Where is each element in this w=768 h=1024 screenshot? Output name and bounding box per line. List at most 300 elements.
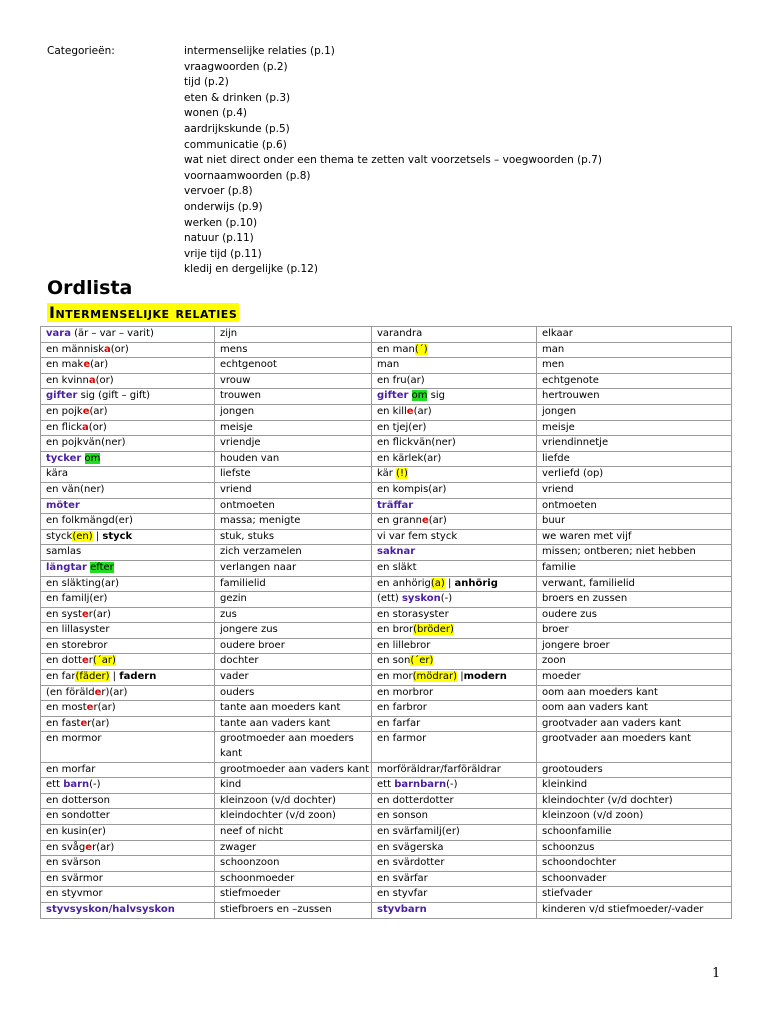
table-row [41, 373, 732, 389]
term-segment: träffar [377, 499, 414, 511]
table-row [41, 498, 732, 514]
term-segment: barn [63, 779, 90, 791]
dutch-translation: vriendje [215, 436, 372, 452]
swedish-term [372, 514, 537, 530]
term-segment: e [83, 359, 91, 371]
swedish-term [41, 327, 215, 343]
swedish-term [372, 809, 537, 825]
table-row [41, 514, 732, 530]
term-segment: samlas [46, 546, 82, 558]
table-row [41, 467, 732, 483]
term-segment: efter [90, 561, 114, 573]
term-segment: möter [46, 499, 80, 511]
swedish-term [372, 389, 537, 405]
category-item: vrije tijd (p.11) [184, 247, 262, 260]
term-segment: r(ar) [87, 717, 110, 729]
swedish-term [41, 560, 215, 576]
term-segment: en svärmor [46, 872, 103, 884]
term-segment: en mormor [46, 733, 102, 745]
term-segment: ett [46, 779, 64, 791]
swedish-term [372, 482, 537, 498]
swedish-term [372, 902, 537, 918]
term-segment: e [81, 655, 89, 667]
term-segment: e [94, 686, 102, 698]
dutch-translation: meisje [215, 420, 372, 436]
term-segment: vi var fem styck [377, 530, 458, 542]
term-segment: syskon [401, 593, 441, 605]
dutch-translation: vrouw [215, 373, 372, 389]
dutch-translation: oom aan vaders kant [537, 701, 732, 717]
term-segment: en kompis(ar) [377, 483, 447, 495]
category-item: kledij en dergelijke (p.12) [184, 263, 318, 276]
swedish-term [372, 404, 537, 420]
swedish-term [372, 887, 537, 903]
swedish-term [372, 592, 537, 608]
dutch-translation: tante aan vaders kant [215, 716, 372, 732]
term-segment: en människ [46, 343, 104, 355]
term-segment: (-) [440, 593, 453, 605]
swedish-term [41, 809, 215, 825]
table-row [41, 623, 732, 639]
swedish-term [41, 778, 215, 794]
term-segment: gifter [46, 390, 78, 402]
swedish-term [41, 840, 215, 856]
term-segment: en lillebror [377, 639, 431, 651]
term-segment: en sonson [377, 810, 429, 822]
swedish-term [41, 654, 215, 670]
dutch-translation: schoonmoeder [215, 871, 372, 887]
dutch-translation: meisje [537, 420, 732, 436]
swedish-term [372, 436, 537, 452]
term-segment: (or) [110, 343, 129, 355]
term-segment: en grann [377, 515, 422, 527]
swedish-term [41, 732, 215, 762]
term-segment: en svärdotter [377, 857, 445, 869]
category-item: aardrijkskunde (p.5) [184, 122, 290, 135]
term-segment: en mak [46, 359, 84, 371]
term-segment: en sondotter [46, 810, 110, 822]
swedish-term [41, 592, 215, 608]
swedish-term [41, 436, 215, 452]
swedish-term [41, 420, 215, 436]
term-segment: en vän(ner) [46, 483, 105, 495]
dutch-translation: trouwen [215, 389, 372, 405]
swedish-term [372, 825, 537, 841]
term-segment: barnbarn [394, 779, 447, 791]
page-number: 1 [712, 966, 721, 981]
section-heading: Intermenselijke relaties [49, 303, 238, 322]
table-row [41, 670, 732, 686]
term-segment: e [81, 608, 89, 620]
swedish-term [41, 887, 215, 903]
dutch-translation: zich verzamelen [215, 545, 372, 561]
table-row [41, 685, 732, 701]
table-row [41, 902, 732, 918]
table-row [41, 856, 732, 872]
table-row [41, 732, 732, 762]
swedish-term [372, 560, 537, 576]
dutch-translation: zus [215, 607, 372, 623]
dutch-translation: zoon [537, 654, 732, 670]
swedish-term [41, 716, 215, 732]
term-segment: r(ar) [93, 702, 116, 714]
term-segment: en dotterdotter [377, 794, 454, 806]
term-segment: tycker [46, 452, 82, 464]
swedish-term [41, 825, 215, 841]
term-segment: en man [377, 343, 415, 355]
swedish-term [41, 701, 215, 717]
dutch-translation: dochter [215, 654, 372, 670]
term-segment: r [88, 655, 93, 667]
term-segment: styvsyskon/halvsyskon [46, 903, 175, 915]
dutch-translation: familie [537, 560, 732, 576]
dutch-translation: stuk, stuks [215, 529, 372, 545]
term-segment: en familj(er) [46, 593, 108, 605]
dutch-translation: kleindochter (v/d dochter) [537, 793, 732, 809]
dutch-translation: liefste [215, 467, 372, 483]
term-segment: en pojkvän(ner) [46, 437, 126, 449]
dutch-translation: vader [215, 670, 372, 686]
dutch-translation: kleinzoon (v/d zoon) [537, 809, 732, 825]
table-row [41, 871, 732, 887]
term-segment: en fast [46, 717, 81, 729]
swedish-term [41, 514, 215, 530]
dutch-translation: familielid [215, 576, 372, 592]
dutch-translation: missen; ontberen; niet hebben [537, 545, 732, 561]
term-segment: (fäder) [75, 671, 110, 683]
category-item: wonen (p.4) [184, 107, 247, 120]
dutch-translation: oudere broer [215, 638, 372, 654]
swedish-term [372, 545, 537, 561]
term-segment: en farmor [377, 733, 427, 745]
term-segment: r)(ar) [101, 686, 128, 698]
swedish-term [41, 467, 215, 483]
term-segment: en svärson [46, 857, 101, 869]
table-row [41, 592, 732, 608]
category-item: onderwijs (p.9) [184, 200, 263, 213]
term-segment: styvbarn [377, 903, 427, 915]
dutch-translation: schoondochter [537, 856, 732, 872]
vocabulary-table [40, 326, 732, 919]
swedish-term [41, 451, 215, 467]
term-segment: vara [46, 328, 71, 339]
term-segment: om [411, 390, 428, 402]
term-segment: gifter [377, 390, 409, 402]
swedish-term [372, 451, 537, 467]
term-segment: a [82, 421, 89, 433]
table-row [41, 560, 732, 576]
swedish-term [41, 856, 215, 872]
dutch-translation: man [537, 342, 732, 358]
dutch-translation: zwager [215, 840, 372, 856]
dutch-translation: grootmoeder aan moeders kant [215, 732, 372, 762]
dutch-translation: vriendinnetje [537, 436, 732, 452]
term-segment: r(ar) [92, 841, 115, 853]
term-segment: e [82, 405, 90, 417]
swedish-term [372, 576, 537, 592]
term-segment: (´ar) [92, 655, 116, 667]
term-segment: en morbror [377, 686, 434, 698]
term-segment: a [104, 343, 111, 355]
term-segment: en lillasyster [46, 624, 110, 636]
term-segment: (mödrar) [412, 671, 458, 683]
swedish-term [372, 840, 537, 856]
term-segment: en svärfamilj(er) [377, 826, 460, 837]
term-segment: en folkmängd(er) [46, 515, 133, 527]
swedish-term [372, 670, 537, 686]
dutch-translation: zijn [215, 327, 372, 343]
category-item: voornaamwoorden (p.8) [184, 169, 311, 182]
table-row [41, 451, 732, 467]
term-segment: (ar) [90, 359, 109, 371]
term-segment: längtar [46, 561, 87, 573]
swedish-term [372, 467, 537, 483]
page-title: Ordlista [47, 277, 133, 299]
swedish-term [372, 607, 537, 623]
term-segment: en son [377, 655, 411, 667]
dutch-translation: grootouders [537, 762, 732, 778]
term-segment: en svärfar [377, 872, 428, 884]
dutch-translation: stiefbroers en –zussen [215, 902, 372, 918]
term-segment: en dotterson [46, 794, 110, 806]
swedish-term [372, 778, 537, 794]
term-segment: en syst [46, 608, 82, 620]
swedish-term [41, 576, 215, 592]
swedish-term [372, 529, 537, 545]
swedish-term [372, 762, 537, 778]
term-segment: en kärlek(ar) [377, 452, 442, 464]
dutch-translation: kleinkind [537, 778, 732, 794]
dutch-translation: ouders [215, 685, 372, 701]
swedish-term [372, 420, 537, 436]
dutch-translation: echtgenoot [215, 358, 372, 374]
swedish-term [372, 498, 537, 514]
dutch-translation: jongen [215, 404, 372, 420]
dutch-translation: buur [537, 514, 732, 530]
term-segment: kära [46, 468, 68, 480]
dutch-translation: verwant, familielid [537, 576, 732, 592]
dutch-translation: broers en zussen [537, 592, 732, 608]
term-segment: kär [377, 468, 397, 480]
dutch-translation: neef of nicht [215, 825, 372, 841]
term-segment: (är – var – varit) [70, 328, 154, 339]
categories-label: Categorieën: [47, 45, 115, 57]
dutch-translation: oom aan moeders kant [537, 685, 732, 701]
dutch-translation: kind [215, 778, 372, 794]
term-segment: en bror [377, 624, 414, 636]
table-row [41, 358, 732, 374]
dutch-translation: ontmoeten [215, 498, 372, 514]
table-row [41, 342, 732, 358]
term-segment: (´) [414, 343, 428, 355]
dutch-translation: tante aan moeders kant [215, 701, 372, 717]
term-segment: ett [377, 779, 395, 791]
table-row [41, 778, 732, 794]
swedish-term [372, 701, 537, 717]
swedish-term [372, 856, 537, 872]
swedish-term [41, 358, 215, 374]
category-item: vervoer (p.8) [184, 185, 253, 198]
swedish-term [41, 762, 215, 778]
term-segment: styck [102, 530, 133, 542]
dutch-translation: schoonfamilie [537, 825, 732, 841]
swedish-term [41, 902, 215, 918]
term-segment: a [88, 374, 96, 386]
term-segment: (bröder) [413, 624, 454, 636]
term-segment: en kusin(er) [46, 826, 106, 837]
dutch-translation: vriend [537, 482, 732, 498]
dutch-translation: broer [537, 623, 732, 639]
term-segment: e [421, 515, 429, 527]
term-segment: (ett) [377, 593, 402, 605]
term-segment: en kill [377, 405, 407, 417]
swedish-term [41, 373, 215, 389]
table-row [41, 389, 732, 405]
term-segment: | [92, 530, 103, 542]
swedish-term [41, 498, 215, 514]
dutch-translation: liefde [537, 451, 732, 467]
term-segment: en svägerska [377, 841, 444, 853]
dutch-translation: vriend [215, 482, 372, 498]
dutch-translation: grootvader aan moeders kant [537, 732, 732, 762]
table-row [41, 762, 732, 778]
category-item: natuur (p.11) [184, 232, 254, 245]
swedish-term [372, 732, 537, 762]
swedish-term [41, 670, 215, 686]
term-segment: en farfar [377, 717, 421, 729]
table-row [41, 482, 732, 498]
table-row [41, 887, 732, 903]
term-segment: en fru(ar) [377, 374, 425, 386]
term-segment: en släkt [377, 561, 417, 573]
swedish-term [372, 871, 537, 887]
term-segment: en anhörig [377, 577, 431, 589]
term-segment: (ar) [428, 515, 447, 527]
table-row [41, 607, 732, 623]
term-segment: (en) [72, 530, 93, 542]
term-segment: (en föräld [46, 686, 95, 698]
dutch-translation: kleinzoon (v/d dochter) [215, 793, 372, 809]
term-segment: en släkting(ar) [46, 577, 120, 589]
swedish-term [372, 358, 537, 374]
term-segment: | [457, 671, 464, 683]
swedish-term [41, 342, 215, 358]
table-row [41, 420, 732, 436]
term-segment: en tjej(er) [377, 421, 427, 433]
table-row [41, 809, 732, 825]
term-segment: en mor [377, 671, 413, 683]
swedish-term [41, 871, 215, 887]
term-segment: (or) [88, 421, 107, 433]
swedish-term [372, 342, 537, 358]
term-segment: (ar) [89, 405, 108, 417]
term-segment: en far [46, 671, 76, 683]
table-row [41, 716, 732, 732]
table-row [41, 654, 732, 670]
swedish-term [372, 623, 537, 639]
dutch-translation: grootmoeder aan vaders kant [215, 762, 372, 778]
dutch-translation: elkaar [537, 327, 732, 343]
categories-list [184, 44, 704, 278]
term-segment: en flick [46, 421, 83, 433]
category-item: eten & drinken (p.3) [184, 91, 291, 104]
dutch-translation: oudere zus [537, 607, 732, 623]
swedish-term [41, 404, 215, 420]
dutch-translation: jongere zus [215, 623, 372, 639]
swedish-term [41, 389, 215, 405]
table-row [41, 529, 732, 545]
dutch-translation: massa; menigte [215, 514, 372, 530]
term-segment: r(ar) [88, 608, 111, 620]
swedish-term [372, 373, 537, 389]
term-segment: fadern [119, 671, 157, 683]
term-segment: modern [463, 671, 507, 683]
term-segment: | [109, 671, 120, 683]
term-segment: (-) [446, 779, 458, 791]
term-segment: man [377, 359, 400, 371]
term-segment: varandra [377, 328, 423, 339]
dutch-translation: gezin [215, 592, 372, 608]
term-segment: en morfar [46, 763, 96, 775]
table-row [41, 576, 732, 592]
swedish-term [372, 638, 537, 654]
term-segment: | [444, 577, 455, 589]
dutch-translation: jongere broer [537, 638, 732, 654]
dutch-translation: schoonzus [537, 840, 732, 856]
term-segment: (ar) [413, 405, 432, 417]
term-segment: en kvinn [46, 374, 89, 386]
category-item: tijd (p.2) [184, 76, 229, 89]
dutch-translation: schoonzoon [215, 856, 372, 872]
term-segment: saknar [377, 546, 416, 558]
category-item: werken (p.10) [184, 216, 258, 229]
swedish-term [372, 654, 537, 670]
table-row [41, 404, 732, 420]
term-segment: styck [46, 530, 73, 542]
dutch-translation: stiefmoeder [215, 887, 372, 903]
term-segment: (a) [430, 577, 445, 589]
term-segment: e [85, 841, 93, 853]
term-segment: en dott [46, 655, 82, 667]
term-segment: en styvfar [377, 888, 428, 900]
swedish-term [41, 545, 215, 561]
dutch-translation: schoonvader [537, 871, 732, 887]
term-segment: (or) [95, 374, 114, 386]
swedish-term [41, 685, 215, 701]
swedish-term [41, 482, 215, 498]
dutch-translation: houden van [215, 451, 372, 467]
swedish-term [41, 529, 215, 545]
table-row [41, 327, 732, 343]
dutch-translation: kleindochter (v/d zoon) [215, 809, 372, 825]
table-row [41, 701, 732, 717]
term-segment: en flickvän(ner) [377, 437, 456, 449]
term-segment: sig [427, 390, 445, 402]
dutch-translation: verliefd (op) [537, 467, 732, 483]
dutch-translation: we waren met vijf [537, 529, 732, 545]
term-segment: en pojk [46, 405, 83, 417]
table-row [41, 793, 732, 809]
category-item: wat niet direct onder een thema te zetten valt voorzetsels – voegwoorden (p.7) [184, 154, 602, 167]
dutch-translation: jongen [537, 404, 732, 420]
term-segment: om [84, 452, 101, 464]
term-segment: morföräldrar/farföräldrar [377, 763, 501, 775]
swedish-term [372, 716, 537, 732]
table-row [41, 545, 732, 561]
swedish-term [41, 607, 215, 623]
dutch-translation: hertrouwen [537, 389, 732, 405]
term-segment: en styvmor [46, 888, 103, 900]
